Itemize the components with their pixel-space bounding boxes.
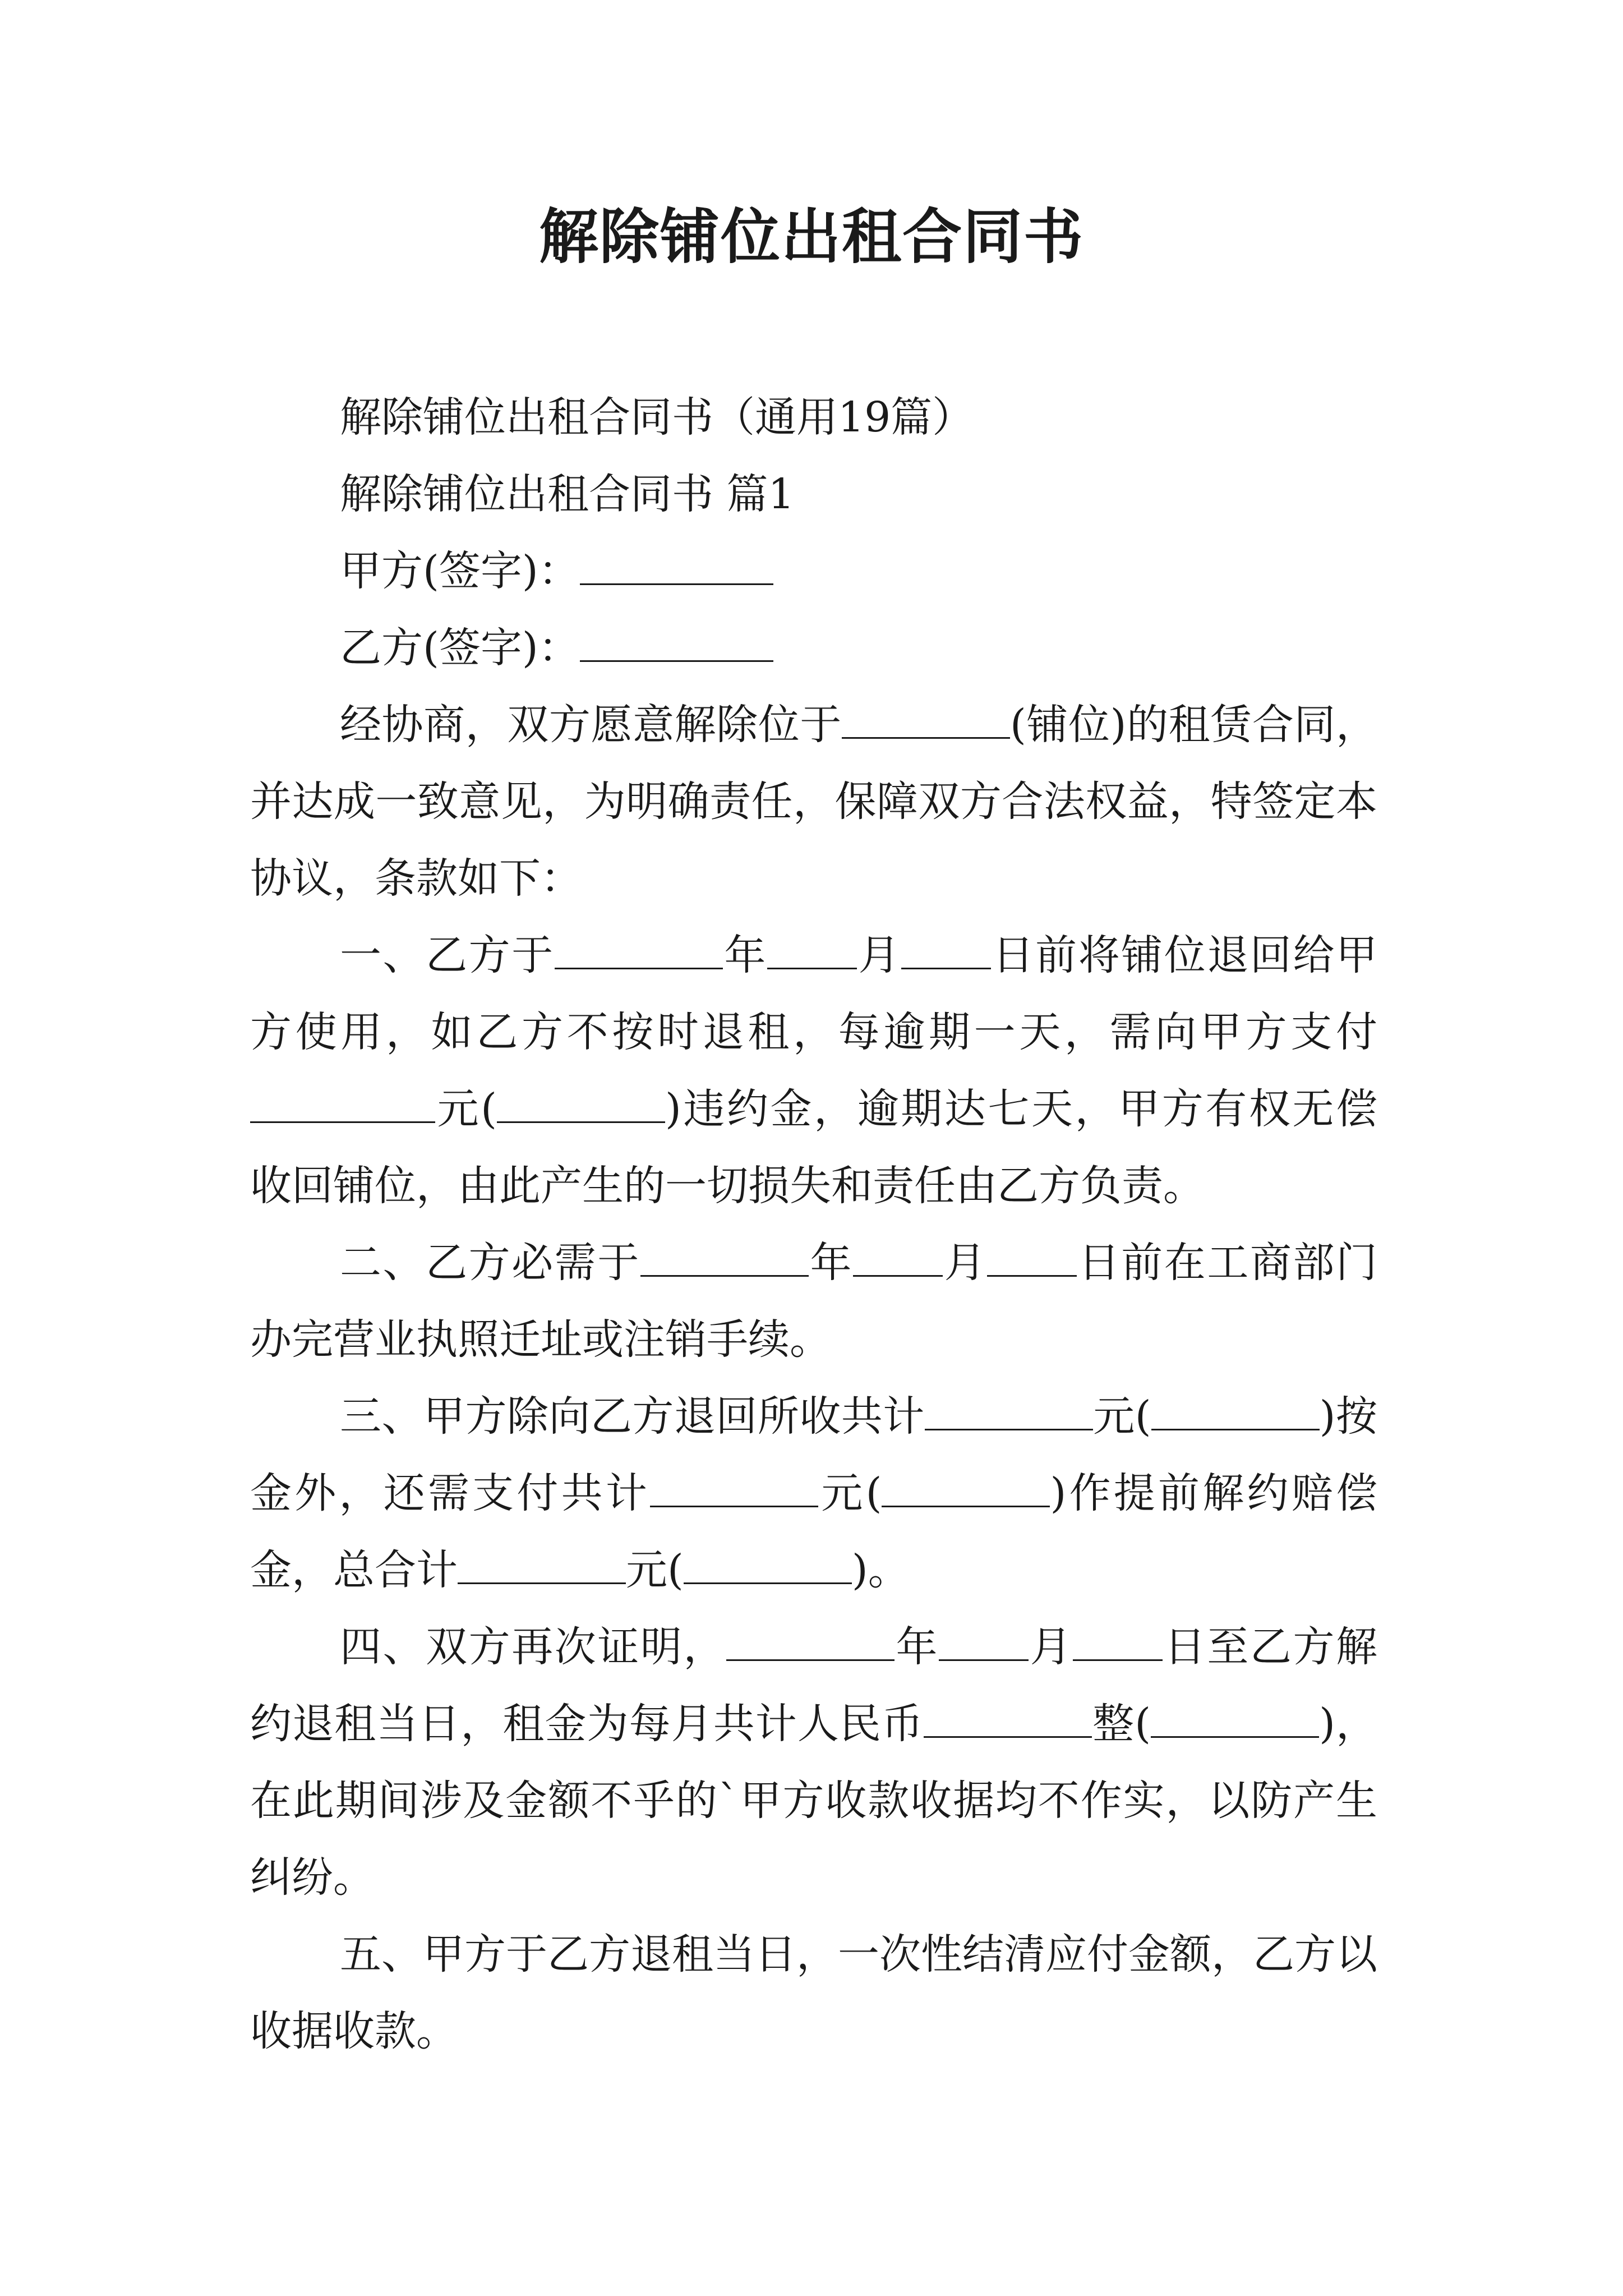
clause-1-text-6: )违约金，逾期达七天，甲方有权无偿收回铺位，由此产生的一切损失和责任由乙方负责。 [250, 1085, 1377, 1210]
clause-5: 五、甲方于乙方退租当日，一次性结清应付金额，乙方以收据收款。 [250, 1930, 1377, 2055]
clause-3-text-4: 元( [818, 1469, 882, 1517]
party-b-signature-blank [580, 628, 773, 662]
clause-1 [250, 917, 1377, 1225]
intro-text-2: (铺位)的租赁合同，并达成一致意见，为明确责任，保障双方合法权益，特签定本协议，条款如下： [250, 701, 1377, 903]
clause-1-text-4: 日前将铺位退回给甲方使用，如乙方不按时退租，每逾期一天，需向甲方支付 [250, 931, 1378, 1056]
document-title: 解除铺位出租合同书 [539, 201, 1084, 272]
clause-1-text-1: 一、乙方于 [340, 931, 555, 979]
location-blank [842, 705, 1010, 739]
month-blank [939, 1627, 1029, 1661]
party-b-signature-line [250, 610, 1377, 687]
party-a-signature-blank [580, 551, 773, 585]
party-a-label: 甲方(签字)： [340, 547, 580, 595]
clause-4-text-5: 整( [1092, 1700, 1151, 1748]
clause-4-text-4: 日至乙方解约退租当日，租金为每月共计人民币 [250, 1623, 1378, 1748]
amount-blank [650, 1473, 818, 1507]
document-body [250, 379, 1377, 2070]
clause-4-text-1: 四、双方再次证明， [340, 1623, 726, 1671]
day-blank [987, 1243, 1077, 1277]
month-blank [853, 1243, 943, 1277]
clause-4-text-3: 月 [1029, 1623, 1073, 1671]
document-subtitle: 解除铺位出租合同书（通用19篇） [340, 393, 974, 441]
clause-3-text-1: 三、甲方除向乙方退回所收共计 [340, 1392, 925, 1441]
clause-3-text-5: )作提前解约赔偿金，总合计 [250, 1469, 1377, 1594]
clause-2-text-4: 日前在工商部门办完营业执照迁址或注销手续。 [250, 1239, 1378, 1364]
clause-1-text-3: 月 [856, 931, 902, 979]
clause-4-text-6: )，在此期间涉及金额不乎的`甲方收款收据均不作实，以防产生纠纷。 [250, 1700, 1378, 1902]
clause-2-text-3: 月 [943, 1239, 988, 1287]
clause-3-text-2: 元( [1092, 1392, 1151, 1441]
amount-words-blank [1151, 1396, 1320, 1430]
clause-2-text-2: 年 [808, 1239, 854, 1287]
clause-3-text-3: )按金外，还需支付共计 [250, 1392, 1377, 1517]
section-heading: 解除铺位出租合同书 篇1 [340, 470, 795, 518]
intro-paragraph [250, 687, 1377, 917]
amount-blank [925, 1396, 1093, 1430]
amount-words-blank [684, 1550, 852, 1584]
amount-words-blank [1151, 1704, 1319, 1738]
amount-blank [250, 1089, 435, 1123]
clause-4 [250, 1609, 1377, 1916]
amount-blank [458, 1550, 626, 1584]
clause-3 [250, 1378, 1377, 1609]
amount-words-blank [497, 1089, 665, 1123]
day-blank [1073, 1627, 1163, 1661]
year-blank [726, 1627, 895, 1661]
clause-3-text-7: )。 [851, 1546, 910, 1594]
clause-2-text-1: 二、乙方必需于 [340, 1239, 640, 1287]
year-blank [640, 1243, 809, 1277]
amount-words-blank [882, 1473, 1050, 1507]
intro-text-1: 经协商，双方愿意解除位于 [340, 701, 842, 749]
clause-1-text-2: 年 [722, 931, 767, 979]
party-b-label: 乙方(签字)： [340, 624, 580, 672]
clause-1-text-5: 元( [435, 1085, 497, 1133]
clause-2 [250, 1225, 1377, 1378]
year-blank [555, 935, 723, 969]
month-blank [767, 935, 857, 969]
clause-3-text-6: 元( [626, 1546, 684, 1594]
amount-blank [924, 1704, 1092, 1738]
party-a-signature-line [250, 533, 1377, 610]
clause-4-text-2: 年 [895, 1623, 939, 1671]
day-blank [901, 935, 991, 969]
